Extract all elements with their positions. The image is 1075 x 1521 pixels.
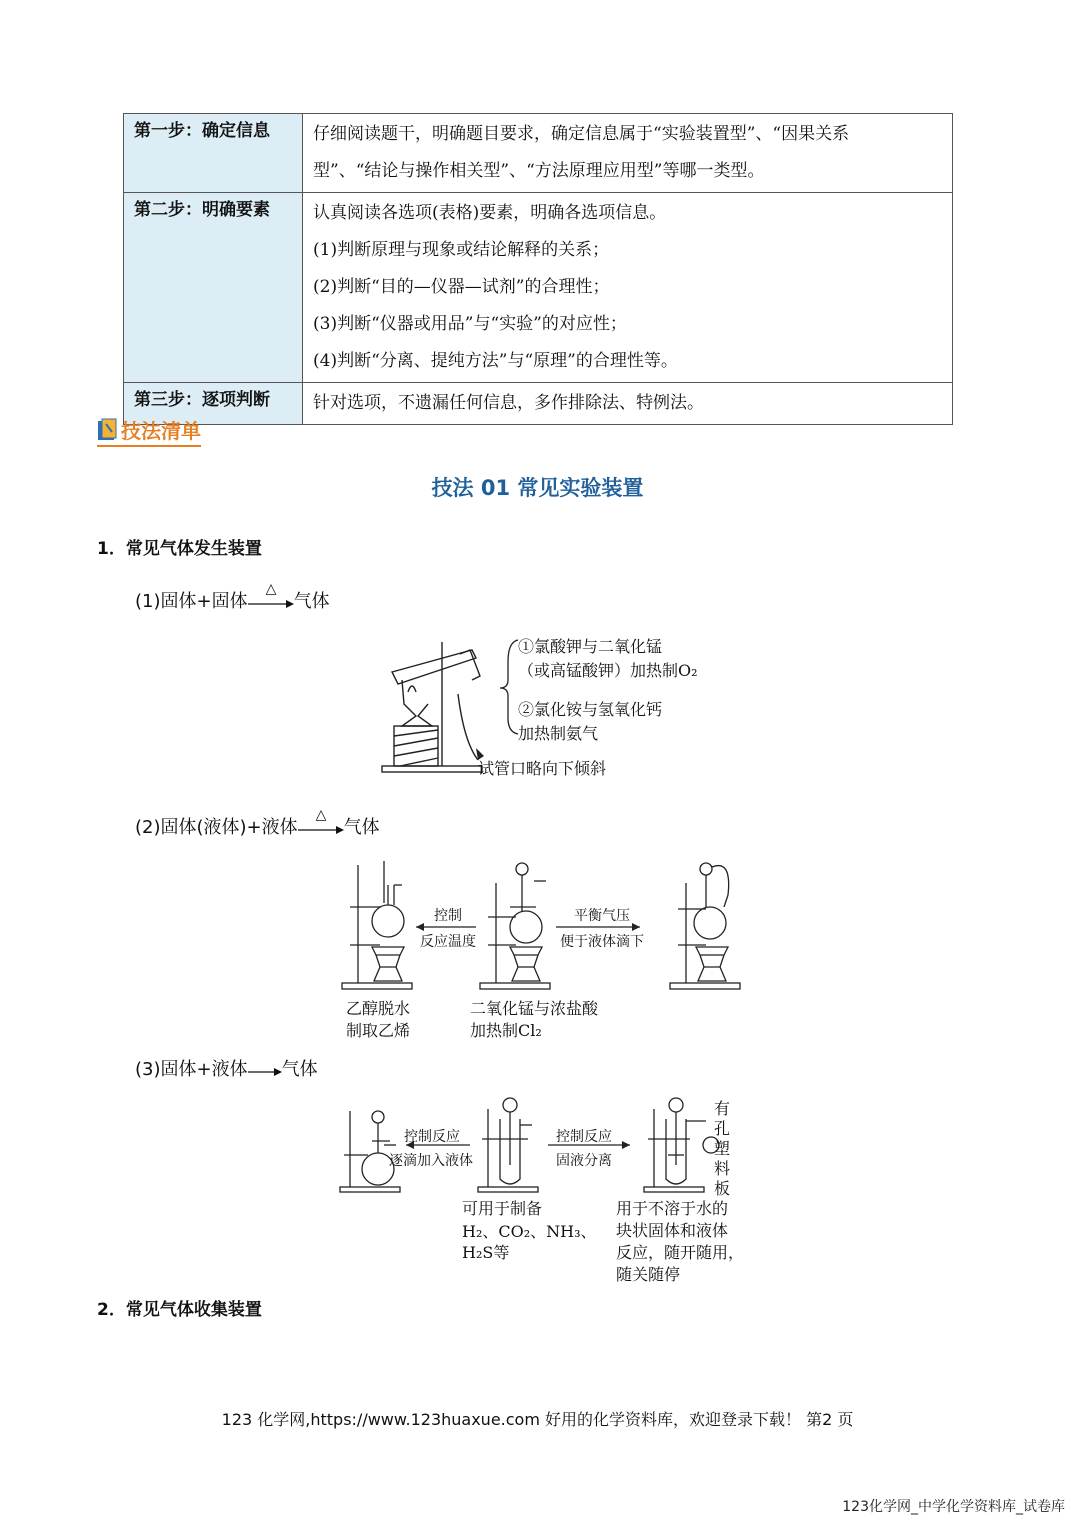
reaction-condition (135, 807, 380, 839)
brand-text: 技法清单 (121, 419, 201, 443)
steps-table (123, 113, 953, 425)
step-line: 认真阅读各选项(表格)要素，明确各选项信息。 (313, 203, 667, 223)
section-brand-label (97, 415, 201, 447)
watermark: 123化学网_中学化学资料库_试卷库 (842, 1499, 1065, 1515)
figure-caption: H₂S等 (462, 1243, 510, 1262)
arrow-label: 控制反应 (556, 1129, 612, 1145)
reaction-condition (135, 581, 330, 613)
reaction-right: 气体 (293, 591, 330, 612)
table-row (124, 193, 953, 383)
heating-arrow (248, 581, 294, 609)
plate-label: 料 (714, 1159, 731, 1178)
arrow-label: 控制反应 (404, 1129, 460, 1145)
figure-note: ②氯化铵与氢氧化钙 (518, 700, 663, 719)
step-line: 型”、“结论与操作相关型”、“方法原理应用型”等哪一类型。 (313, 161, 765, 181)
plate-label: 塑 (714, 1139, 731, 1158)
step-header: 第一步：确定信息 (124, 114, 303, 193)
table-row (124, 114, 953, 193)
page-footer: 123 化学网,https://www.123huaxue.com 好用的化学资料库，欢迎登录下载！ 第2 页 (221, 1410, 854, 1429)
figure-caption: 随关随停 (616, 1265, 681, 1284)
figure-note: ①氯酸钾与二氧化锰 (518, 637, 663, 656)
step-line: (1)判断原理与现象或结论解释的关系； (313, 240, 610, 260)
arrow-label: 平衡气压 (574, 908, 630, 924)
reaction-right: 气体 (343, 817, 380, 838)
reaction-left: (3)固体+液体 (135, 1059, 248, 1080)
figure-caption: 二氧化锰与浓盐酸 (470, 999, 599, 1018)
heating-arrow (298, 807, 344, 835)
arrow-label: 便于液体滴下 (560, 934, 644, 950)
step-line: 针对选项，不遗漏任何信息，多作排除法、特例法。 (313, 393, 704, 413)
reaction-condition (135, 1055, 318, 1081)
figure-caption: H₂、CO₂、NH₃、 (462, 1222, 597, 1241)
table-row (124, 383, 953, 425)
figure-caption: 用于不溶于水的 (616, 1199, 729, 1218)
figure-caption: 反应，随开随用， (616, 1243, 745, 1262)
arrow-label: 控制 (434, 908, 462, 924)
step-line: 仔细阅读题干，明确题目要求，确定信息属于“实验装置型”、“因果关系 (313, 124, 850, 144)
arrow-label: 固液分离 (556, 1153, 612, 1169)
solid-liquid-apparatus-figure (338, 1095, 738, 1195)
reaction-arrow (248, 1063, 282, 1077)
step-header: 第三步：逐项判断 (124, 383, 303, 425)
plate-label: 有 (714, 1099, 731, 1118)
heat-symbol: △ (315, 807, 327, 823)
step-line: (2)判断“目的—仪器—试剂”的合理性； (313, 277, 610, 297)
step-content (303, 114, 953, 193)
reaction-left: (2)固体(液体)+液体 (135, 817, 298, 838)
figure-caption: 乙醇脱水 (346, 999, 411, 1018)
page-heading: 技法 01 常见实验装置 (431, 476, 644, 500)
figure-note: 加热制氨气 (518, 724, 599, 743)
figure-caption: 试管口略向下倾斜 (478, 759, 607, 778)
step-line: (3)判断“仪器或用品”与“实验”的对应性； (313, 314, 627, 334)
figure-caption: 加热制Cl₂ (470, 1021, 542, 1040)
arrow-label: 反应温度 (420, 934, 476, 950)
plate-label: 孔 (714, 1119, 731, 1138)
step-header: 第二步：明确要素 (124, 193, 303, 383)
figure-note: （或高锰酸钾）加热制O₂ (518, 661, 698, 680)
step-line: (4)判断“分离、提纯方法”与“原理”的合理性等。 (313, 351, 678, 371)
notebook-icon (97, 418, 119, 442)
reaction-left: (1)固体+固体 (135, 591, 248, 612)
solid-liquid-heating-apparatus-figure (340, 855, 740, 995)
plate-label: 板 (714, 1179, 731, 1198)
section-title: 2．常见气体收集装置 (97, 1300, 262, 1320)
heat-symbol: △ (265, 581, 277, 597)
figure-caption: 制取乙烯 (346, 1021, 411, 1040)
figure-caption: 块状固体和液体 (616, 1221, 729, 1240)
step-content (303, 383, 953, 425)
arrow-label: 逐滴加入液体 (389, 1153, 473, 1169)
figure-caption: 可用于制备 (462, 1199, 543, 1218)
step-content (303, 193, 953, 383)
section-title: 1．常见气体发生装置 (97, 539, 262, 559)
reaction-right: 气体 (281, 1059, 318, 1080)
